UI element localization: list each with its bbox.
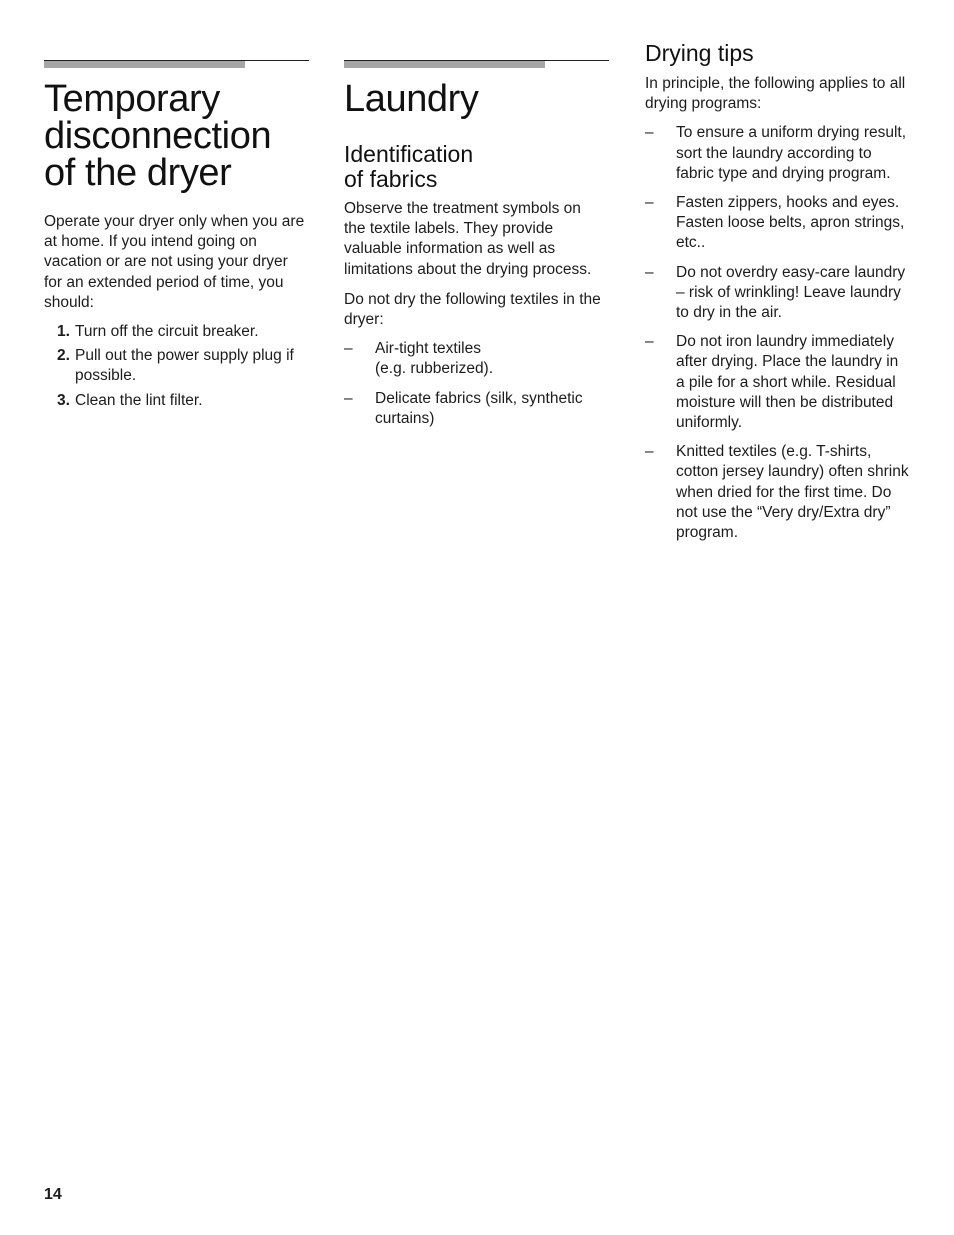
- list-item: [645, 123, 911, 184]
- drying-tips-list: [645, 123, 911, 543]
- list-item: [645, 442, 911, 543]
- item-text: Do not overdry easy-care laundry – risk of wrinkling! Leave laundry to dry in the air.: [676, 263, 906, 322]
- rule-bar: [344, 61, 545, 68]
- subheading-identification: Identification of fabrics: [344, 141, 474, 192]
- item-text: Delicate fabrics (silk, synthetic curtains): [375, 389, 583, 427]
- list-item: [645, 332, 911, 433]
- dash-marker: –: [645, 194, 654, 212]
- step-number: 2.: [57, 347, 70, 365]
- column-drying-tips: [645, 41, 911, 543]
- item-text: Fasten zippers, hooks and eyes. Fasten loose belts, apron strings, etc..: [676, 194, 905, 252]
- step-number: 3.: [57, 391, 70, 409]
- list-item: [344, 339, 609, 379]
- disconnection-steps: [44, 322, 309, 411]
- page-number: 14: [44, 1186, 62, 1203]
- dash-marker: –: [645, 263, 654, 281]
- item-text: Do not iron laundry immediately after drying. Place the laundry in a pile for a short while. Residual moisture will then be distributed uniformly.: [676, 333, 899, 432]
- step-number: 1.: [57, 323, 70, 341]
- dash-marker: –: [344, 340, 353, 358]
- section-title-laundry: Laundry: [344, 78, 479, 120]
- dash-marker: –: [645, 124, 654, 142]
- step-text: Pull out the power supply plug if possible.: [75, 347, 294, 385]
- list-item: [44, 391, 309, 411]
- list-item: [344, 389, 609, 429]
- section-rule: [344, 60, 609, 68]
- rule-bar: [44, 61, 245, 68]
- dash-marker: –: [645, 333, 654, 351]
- identification-paragraph: Observe the treatment symbols on the textile labels. They provide valuable information as well as limitations about the drying process.: [344, 200, 592, 278]
- dash-marker: –: [645, 443, 654, 461]
- column-laundry: [344, 60, 609, 429]
- list-item: [44, 346, 309, 386]
- list-item: [44, 322, 309, 342]
- list-item: [645, 193, 911, 254]
- item-text: Air‑tight textiles (e.g. rubberized).: [375, 340, 494, 378]
- do-not-dry-paragraph: Do not dry the following textiles in the dryer:: [344, 290, 601, 329]
- step-text: Clean the lint filter.: [75, 391, 203, 409]
- step-text: Turn off the circuit breaker.: [75, 323, 259, 341]
- section-rule: [44, 60, 309, 68]
- do-not-dry-list: [344, 339, 609, 429]
- section-title-drying-tips: Drying tips: [645, 40, 754, 66]
- section-title-disconnection: Temporary disconnection of the dryer: [44, 78, 272, 194]
- dash-marker: –: [344, 389, 353, 407]
- list-item: [645, 263, 911, 324]
- item-text: To ensure a uniform drying result, sort the laundry according to fabric type and drying program.: [676, 124, 907, 182]
- item-text: Knitted textiles (e.g. T-shirts, cotton jersey laundry) often shrink when dried for the first time. Do not use the “Very dry/Extra dry” program.: [676, 443, 909, 542]
- disconnection-intro: Operate your dryer only when you are at home. If you intend going on vacation or are not using your dryer for an extended period of time, you should:: [44, 213, 305, 311]
- column-disconnection: [44, 60, 309, 411]
- drying-tips-intro: In principle, the following applies to all drying programs:: [645, 75, 906, 113]
